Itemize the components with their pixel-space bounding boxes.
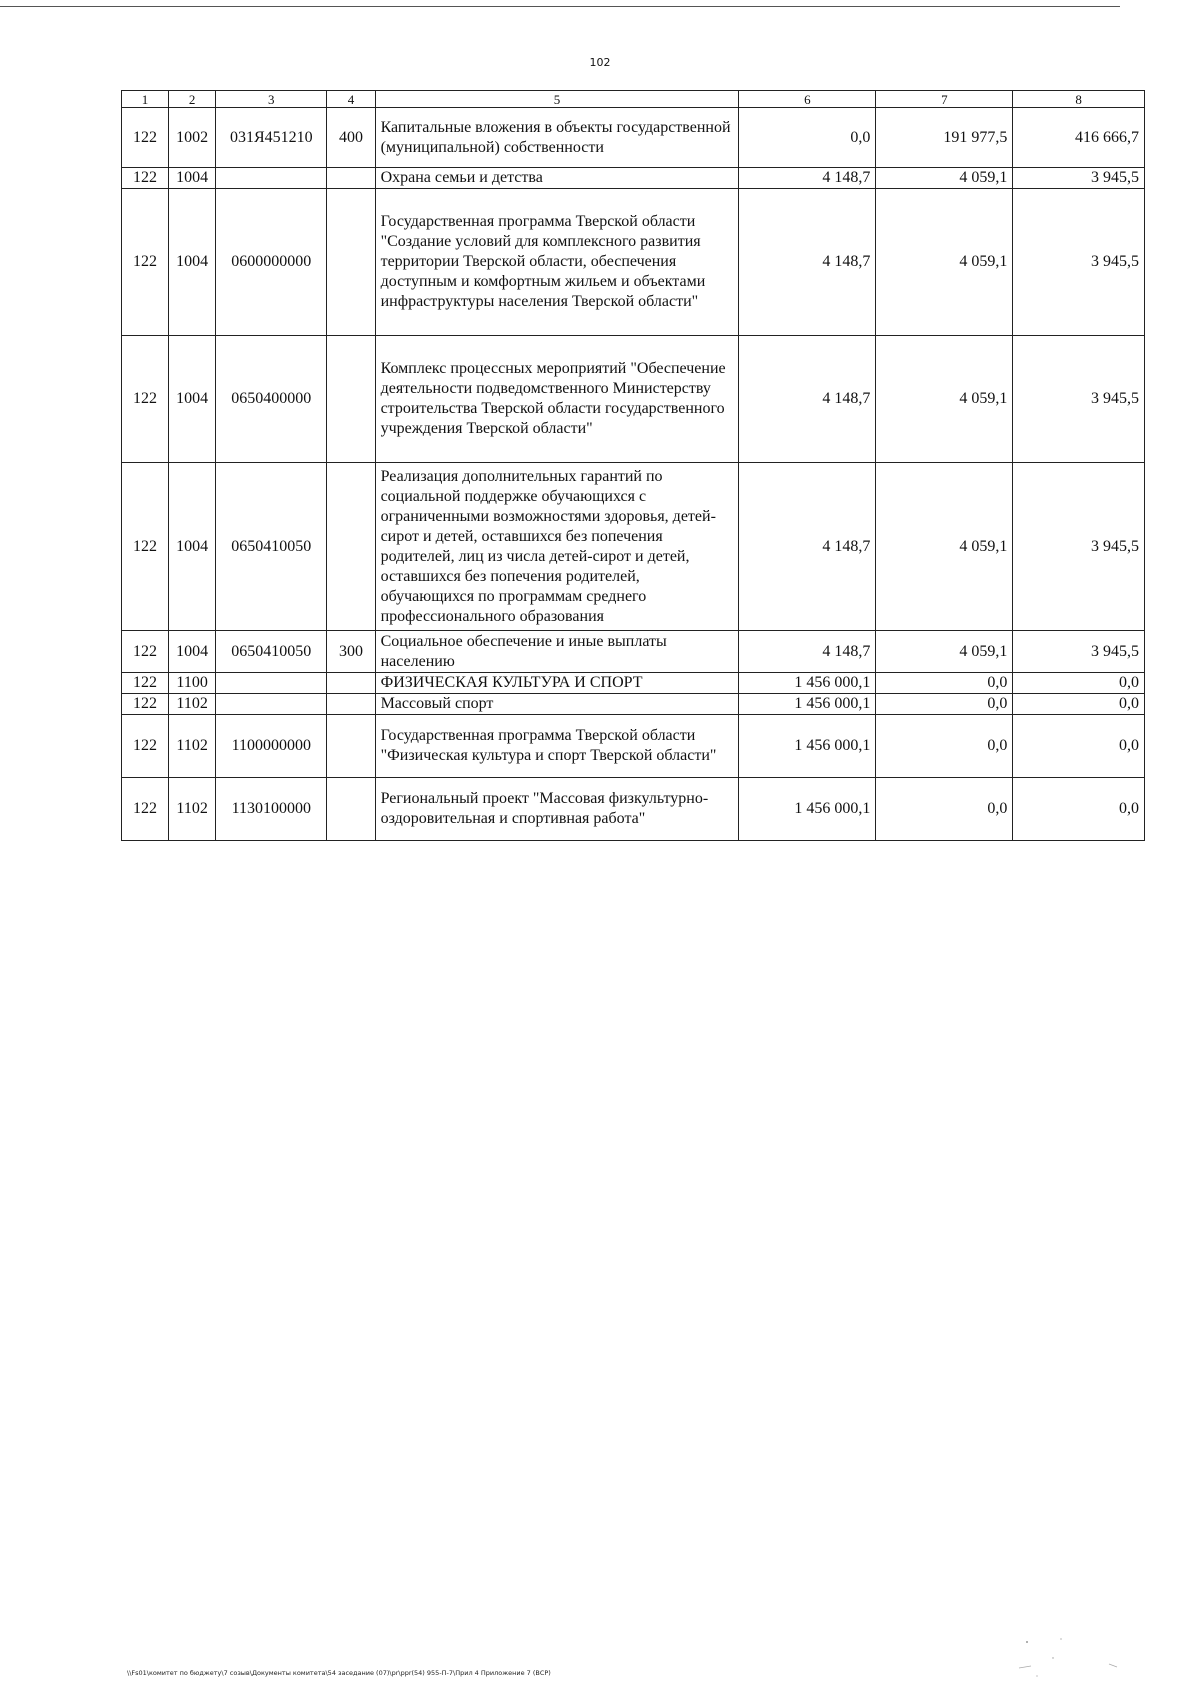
cell-amount-col6: 1 456 000,1 xyxy=(739,694,876,715)
cell-amount-col8: 0,0 xyxy=(1013,715,1145,778)
table-row xyxy=(122,189,1145,336)
cell-section: 1102 xyxy=(169,778,216,841)
cell-amount-col7: 0,0 xyxy=(876,694,1013,715)
cell-amount-col7: 0,0 xyxy=(876,778,1013,841)
cell-target-article: 1100000000 xyxy=(216,715,327,778)
table-row xyxy=(122,463,1145,631)
scan-specks xyxy=(1005,1636,1125,1682)
cell-amount-col8: 3 945,5 xyxy=(1013,336,1145,463)
cell-section: 1002 xyxy=(169,108,216,168)
cell-section: 1102 xyxy=(169,694,216,715)
page-number: 102 xyxy=(589,56,611,69)
cell-amount-col7: 4 059,1 xyxy=(876,168,1013,189)
budget-table xyxy=(121,90,1145,841)
cell-name: Социальное обеспечение и иные выплаты населению xyxy=(375,631,739,673)
cell-name: Реализация дополнительных гарантий по социальной поддержке обучающихся с ограниченными возможностями здоровья, детей-сирот и детей, оставшихся без попечения родителей, лиц из числа детей-сирот и детей, оставшихся без попечения родителей, обучающихся по программам среднего профессионального образования xyxy=(375,463,739,631)
cell-expense-type xyxy=(327,778,375,841)
cell-grbs: 122 xyxy=(122,108,169,168)
cell-name: Массовый спорт xyxy=(375,694,739,715)
cell-grbs: 122 xyxy=(122,189,169,336)
cell-amount-col6: 4 148,7 xyxy=(739,189,876,336)
cell-amount-col8: 0,0 xyxy=(1013,778,1145,841)
table-header-row xyxy=(122,91,1145,108)
cell-expense-type: 400 xyxy=(327,108,375,168)
cell-amount-col7: 4 059,1 xyxy=(876,189,1013,336)
file-path-footer: \\Fs01\комитет по бюджету\7 созыв\Документы комитета\54 заседание (07)\pr\ppr(54) 955-П-7\Прил 4 Приложение 7 (ВСР) xyxy=(127,1669,551,1677)
table-row xyxy=(122,673,1145,694)
cell-expense-type xyxy=(327,168,375,189)
table-row xyxy=(122,631,1145,673)
cell-section: 1004 xyxy=(169,189,216,336)
cell-grbs: 122 xyxy=(122,715,169,778)
column-header: 4 xyxy=(327,91,375,108)
cell-target-article: 031Я451210 xyxy=(216,108,327,168)
cell-target-article xyxy=(216,673,327,694)
cell-target-article xyxy=(216,694,327,715)
cell-grbs: 122 xyxy=(122,336,169,463)
cell-target-article: 0650400000 xyxy=(216,336,327,463)
cell-expense-type xyxy=(327,694,375,715)
cell-grbs: 122 xyxy=(122,168,169,189)
table-row xyxy=(122,336,1145,463)
cell-grbs: 122 xyxy=(122,778,169,841)
cell-expense-type xyxy=(327,336,375,463)
column-header: 5 xyxy=(375,91,739,108)
cell-name: Комплекс процессных мероприятий "Обеспечение деятельности подведомственного Министерству строительства Тверской области государственного учреждения Тверской области" xyxy=(375,336,739,463)
cell-grbs: 122 xyxy=(122,631,169,673)
cell-amount-col8: 3 945,5 xyxy=(1013,463,1145,631)
cell-section: 1004 xyxy=(169,168,216,189)
cell-name: Государственная программа Тверской области "Физическая культура и спорт Тверской области" xyxy=(375,715,739,778)
cell-target-article: 1130100000 xyxy=(216,778,327,841)
cell-name: Капитальные вложения в объекты государственной (муниципальной) собственности xyxy=(375,108,739,168)
cell-section: 1004 xyxy=(169,336,216,463)
scan-top-border xyxy=(0,6,1120,7)
cell-amount-col7: 0,0 xyxy=(876,715,1013,778)
cell-amount-col6: 1 456 000,1 xyxy=(739,673,876,694)
cell-target-article: 0650410050 xyxy=(216,463,327,631)
cell-amount-col8: 416 666,7 xyxy=(1013,108,1145,168)
column-header: 2 xyxy=(169,91,216,108)
cell-amount-col8: 3 945,5 xyxy=(1013,168,1145,189)
cell-amount-col6: 1 456 000,1 xyxy=(739,715,876,778)
cell-expense-type xyxy=(327,715,375,778)
cell-grbs: 122 xyxy=(122,694,169,715)
column-header: 8 xyxy=(1013,91,1145,108)
cell-section: 1004 xyxy=(169,463,216,631)
cell-amount-col7: 4 059,1 xyxy=(876,631,1013,673)
column-header: 6 xyxy=(739,91,876,108)
column-header: 7 xyxy=(876,91,1013,108)
cell-amount-col6: 0,0 xyxy=(739,108,876,168)
table-row xyxy=(122,715,1145,778)
cell-amount-col6: 4 148,7 xyxy=(739,168,876,189)
cell-section: 1102 xyxy=(169,715,216,778)
cell-grbs: 122 xyxy=(122,463,169,631)
table-row xyxy=(122,168,1145,189)
cell-amount-col6: 4 148,7 xyxy=(739,631,876,673)
cell-amount-col8: 0,0 xyxy=(1013,694,1145,715)
cell-expense-type xyxy=(327,189,375,336)
cell-amount-col6: 1 456 000,1 xyxy=(739,778,876,841)
cell-amount-col6: 4 148,7 xyxy=(739,463,876,631)
cell-amount-col7: 191 977,5 xyxy=(876,108,1013,168)
column-header: 3 xyxy=(216,91,327,108)
cell-amount-col8: 3 945,5 xyxy=(1013,189,1145,336)
cell-amount-col7: 0,0 xyxy=(876,673,1013,694)
table-row xyxy=(122,694,1145,715)
cell-name: Региональный проект "Массовая физкультурно-оздоровительная и спортивная работа" xyxy=(375,778,739,841)
table-row xyxy=(122,778,1145,841)
cell-amount-col6: 4 148,7 xyxy=(739,336,876,463)
cell-target-article xyxy=(216,168,327,189)
cell-target-article: 0600000000 xyxy=(216,189,327,336)
cell-name: Охрана семьи и детства xyxy=(375,168,739,189)
cell-expense-type xyxy=(327,673,375,694)
cell-target-article: 0650410050 xyxy=(216,631,327,673)
cell-section: 1004 xyxy=(169,631,216,673)
table-row xyxy=(122,108,1145,168)
cell-section: 1100 xyxy=(169,673,216,694)
cell-name: ФИЗИЧЕСКАЯ КУЛЬТУРА И СПОРТ xyxy=(375,673,739,694)
cell-expense-type xyxy=(327,463,375,631)
cell-amount-col7: 4 059,1 xyxy=(876,463,1013,631)
cell-amount-col8: 0,0 xyxy=(1013,673,1145,694)
cell-amount-col7: 4 059,1 xyxy=(876,336,1013,463)
cell-grbs: 122 xyxy=(122,673,169,694)
cell-name: Государственная программа Тверской области "Создание условий для комплексного развития территории Тверской области, обеспечения доступным и комфортным жильем и объектами инфраструктуры населения Тверской области" xyxy=(375,189,739,336)
cell-amount-col8: 3 945,5 xyxy=(1013,631,1145,673)
cell-expense-type: 300 xyxy=(327,631,375,673)
column-header: 1 xyxy=(122,91,169,108)
